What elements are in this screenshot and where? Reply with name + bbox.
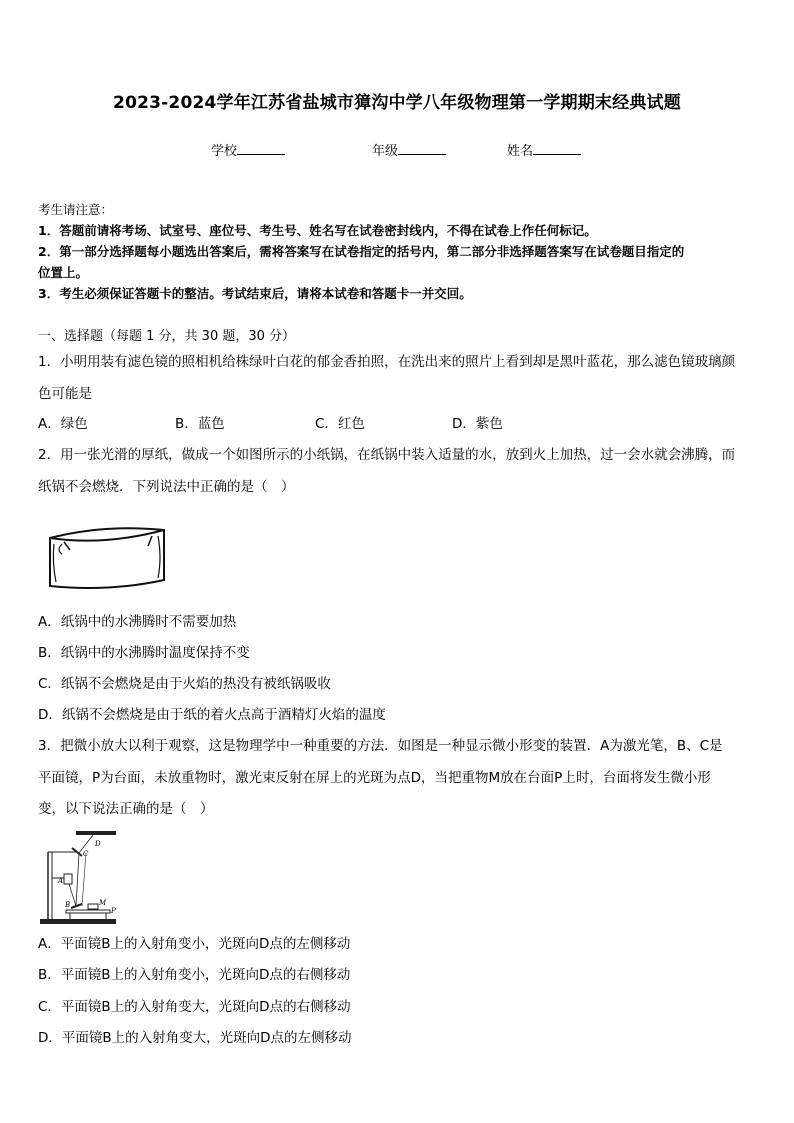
school-blank — [237, 142, 285, 155]
question-1-option-c[interactable]: C．红色 — [315, 416, 365, 432]
grade-label: 年级 — [372, 144, 399, 159]
paper-pot-figure — [44, 522, 170, 594]
name-label: 姓名 — [507, 144, 534, 159]
grade-blank — [398, 142, 446, 155]
notice-item-2-cont: 位置上。 — [38, 265, 89, 280]
figure-label-c: C — [83, 850, 89, 858]
question-1-line-1: 1．小明用装有滤色镜的照相机给株绿叶白花的郁金香拍照，在洗出来的照片上看到却是黑叶蓝花，那么滤色镜玻璃颜 — [38, 354, 736, 370]
question-1-option-d[interactable]: D．紫色 — [452, 416, 503, 432]
laser-mirror-figure — [36, 826, 120, 926]
notice-item-3: 3．考生必须保证答题卡的整洁。考试结束后，请将本试卷和答题卡一并交回。 — [38, 286, 472, 301]
name-field — [507, 140, 581, 159]
question-1-option-b[interactable]: B．蓝色 — [175, 416, 225, 432]
question-2-line-1: 2．用一张光滑的厚纸，做成一个如图所示的小纸锅，在纸锅中装入适量的水，放到火上加热，过一会水就会沸腾，而 — [38, 447, 736, 463]
notice-item-1: 1．答题前请将考场、试室号、座位号、考生号、姓名写在试卷密封线内，不得在试卷上作任何标记。 — [38, 223, 597, 238]
question-2-line-2: 纸锅不会燃烧．下列说法中正确的是（ ） — [38, 479, 295, 495]
page-title: 2023-2024学年江苏省盐城市獐沟中学八年级物理第一学期期末经典试题 — [113, 93, 681, 113]
figure-label-m: M — [99, 899, 107, 907]
question-2-option-b[interactable]: B．纸锅中的水沸腾时温度保持不变 — [38, 645, 250, 661]
figure-label-d: D — [95, 840, 101, 848]
name-blank — [533, 142, 581, 155]
question-3-line-1: 3．把微小放大以利于观察，这是物理学中一种重要的方法．如图是一种显示微小形变的装置．A为激光笔，B、C是 — [38, 738, 723, 754]
question-2-option-a[interactable]: A．纸锅中的水沸腾时不需要加热 — [38, 614, 237, 630]
section-heading: 一、选择题（每题 1 分，共 30 题，30 分） — [38, 329, 296, 344]
figure-label-b: B — [65, 901, 71, 909]
notice-item-2: 2．第一部分选择题每小题选出答案后，需将答案写在试卷指定的括号内，第二部分非选择题答案写在试卷题目指定的 — [38, 244, 685, 259]
notice-heading: 考生请注意： — [38, 202, 114, 217]
school-field — [211, 140, 285, 159]
question-3-option-b[interactable]: B．平面镜B上的入射角变小，光斑向D点的右侧移动 — [38, 967, 351, 983]
question-3-option-d[interactable]: D．平面镜B上的入射角变大，光斑向D点的左侧移动 — [38, 1030, 352, 1046]
school-label: 学校 — [211, 144, 238, 159]
question-3-line-2: 平面镜，P为台面，未放重物时，激光束反射在屏上的光斑为点D，当把重物M放在台面P上时，台面将发生微小形 — [38, 770, 711, 786]
figure-label-p: P — [111, 907, 116, 915]
question-1-option-a[interactable]: A．绿色 — [38, 416, 88, 432]
grade-field — [372, 140, 446, 159]
question-1-options — [38, 414, 758, 434]
figure-label-a: A — [58, 877, 64, 885]
question-2-option-c[interactable]: C．纸锅不会燃烧是由于火焰的热没有被纸锅吸收 — [38, 676, 331, 692]
question-1-line-2: 色可能是 — [38, 386, 92, 402]
question-3-option-a[interactable]: A．平面镜B上的入射角变小，光斑向D点的左侧移动 — [38, 936, 351, 952]
question-3-line-3: 变，以下说法正确的是（ ） — [38, 801, 214, 817]
question-2-option-d[interactable]: D．纸锅不会燃烧是由于纸的着火点高于酒精灯火焰的温度 — [38, 707, 386, 723]
question-3-option-c[interactable]: C．平面镜B上的入射角变大，光斑向D点的右侧移动 — [38, 999, 351, 1015]
